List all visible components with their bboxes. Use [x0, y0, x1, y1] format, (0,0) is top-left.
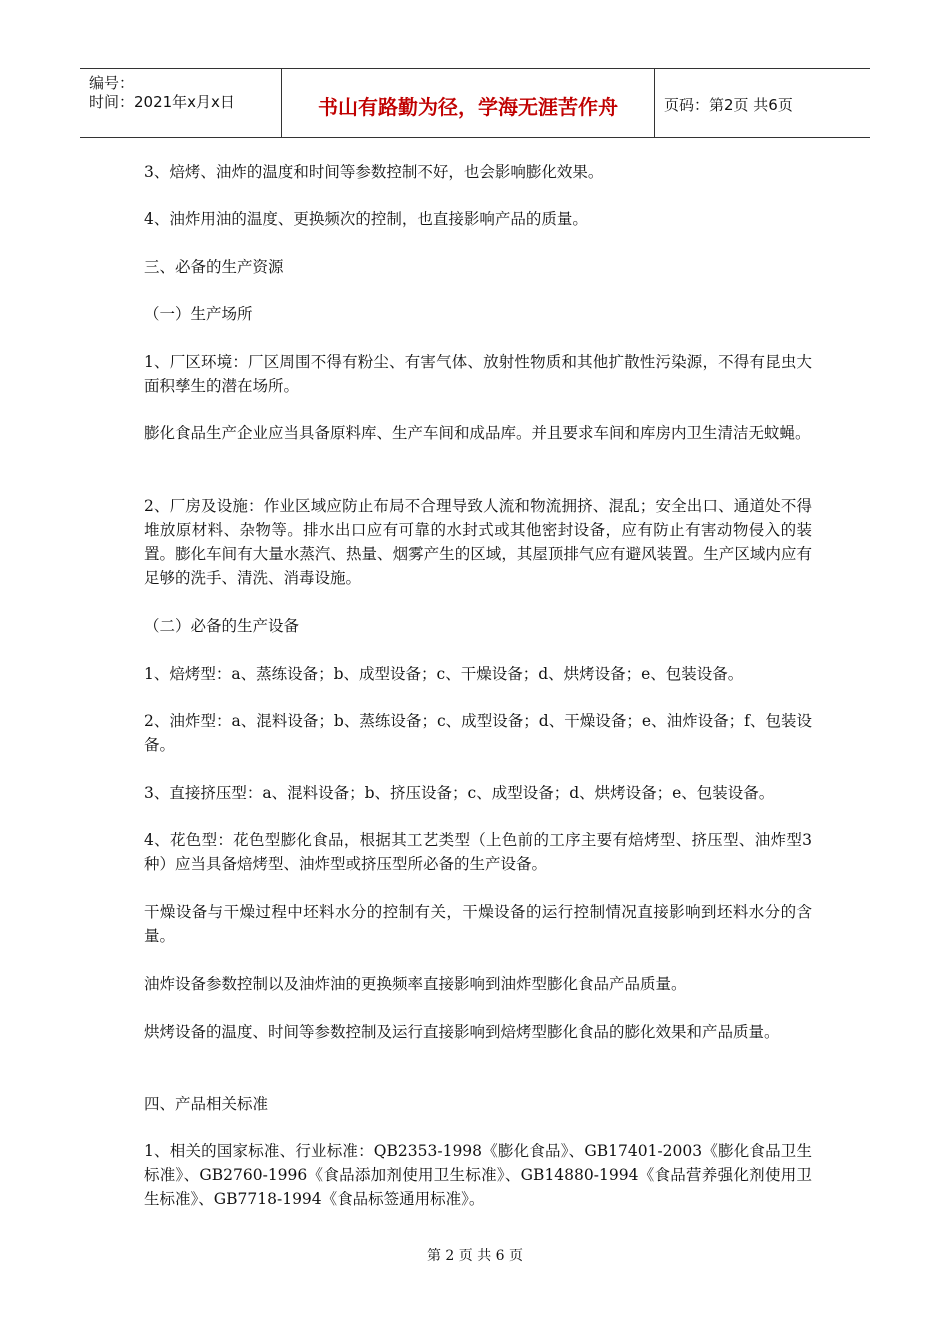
body-paragraph: 1、厂区环境：厂区周围不得有粉尘、有害气体、放射性物质和其他扩散性污染源，不得有昆虫大面积孳生的潜在场所。	[144, 353, 812, 395]
document-time-label: 时间：2021年x月x日	[89, 93, 235, 111]
header-page-code: 页码：第2页 共6页	[664, 96, 793, 114]
page-footer: 第 2 页 共 6 页	[426, 1248, 524, 1264]
body-paragraph: 3、直接挤压型：a、混料设备；b、挤压设备；c、成型设备；d、烘烤设备；e、包装设备。	[144, 784, 775, 802]
subsection-heading: （一）生产场所	[144, 305, 253, 323]
body-paragraph: 油炸设备参数控制以及油炸油的更换频率直接影响到油炸型膨化食品产品质量。	[144, 975, 687, 993]
section-heading: 三、必备的生产资源	[144, 258, 284, 276]
header-motto-cell	[281, 69, 655, 137]
document-header	[80, 68, 870, 138]
header-page-cell	[654, 69, 870, 137]
body-paragraph: 干燥设备与干燥过程中坯料水分的控制有关，干燥设备的运行控制情况直接影响到坯料水分的含量。	[144, 903, 812, 945]
body-paragraph: 4、花色型：花色型膨化食品，根据其工艺类型（上色前的工序主要有焙烤型、挤压型、油炸型3种）应当具备焙烤型、油炸型或挤压型所必备的生产设备。	[144, 831, 812, 873]
body-paragraph: 1、相关的国家标准、行业标准：QB2353-1998《膨化食品》、GB17401-2003《膨化食品卫生标准》、GB2760-1996《食品添加剂使用卫生标准》、GB14880-1994《食品营养强化剂使用卫生标准》、GB7718-1994《食品标签通用标准》。	[144, 1142, 812, 1208]
body-paragraph: 4、油炸用油的温度、更换频次的控制，也直接影响产品的质量。	[144, 210, 588, 228]
subsection-heading: （二）必备的生产设备	[144, 617, 300, 635]
body-paragraph: 1、焙烤型：a、蒸练设备；b、成型设备；c、干燥设备；d、烘烤设备；e、包装设备。	[144, 665, 744, 683]
body-paragraph: 2、厂房及设施：作业区域应防止布局不合理导致人流和物流拥挤、混乱；安全出口、通道处不得堆放原材料、杂物等。排水出口应有可靠的水封式或其他密封设备，应有防止有害动物侵入的装置。膨化车间有大量水蒸汽、热量、烟雾产生的区域，其屋顶排气应有避风装置。生产区域内应有足够的洗手、清洗、消毒设施。	[144, 497, 812, 587]
document-number-label: 编号：	[89, 74, 135, 92]
body-paragraph: 膨化食品生产企业应当具备原料库、生产车间和成品库。并且要求车间和库房内卫生清洁无蚊蝇。	[144, 424, 811, 442]
body-paragraph: 2、油炸型：a、混料设备；b、蒸练设备；c、成型设备；d、干燥设备；e、油炸设备；f、包装设备。	[144, 712, 812, 754]
body-paragraph: 3、焙烤、油炸的温度和时间等参数控制不好，也会影响膨化效果。	[144, 163, 604, 181]
header-motto: 书山有路勤为径，学海无涯苦作舟	[318, 95, 618, 119]
header-meta-cell	[80, 69, 281, 137]
section-heading: 四、产品相关标准	[144, 1095, 269, 1113]
body-paragraph: 烘烤设备的温度、时间等参数控制及运行直接影响到焙烤型膨化食品的膨化效果和产品质量。	[144, 1023, 780, 1041]
